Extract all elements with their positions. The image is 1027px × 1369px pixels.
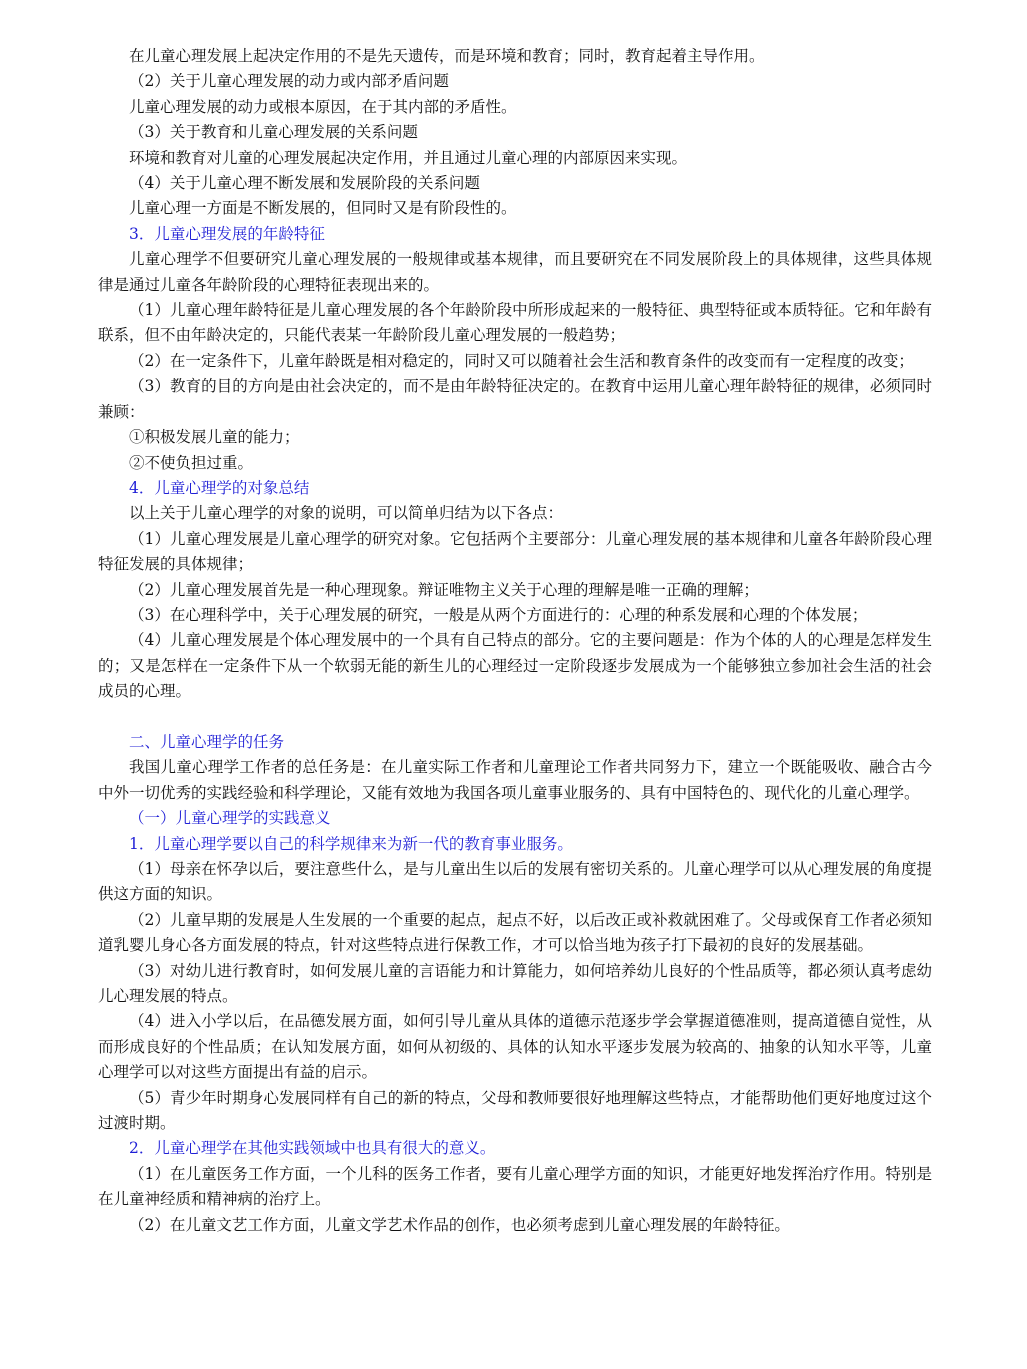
body-paragraph: （1）母亲在怀孕以后，要注意些什么，是与儿童出生以后的发展有密切关系的。儿童心理学可以从心理发展的角度提供这方面的知识。 xyxy=(98,859,932,904)
body-paragraph: （5）青少年时期身心发展同样有自己的新的特点，父母和教师要很好地理解这些特点，才能帮助他们更好地度过这个过渡时期。 xyxy=(98,1088,932,1133)
section-heading: 4．儿童心理学的对象总结 xyxy=(129,478,310,497)
document-page xyxy=(98,44,932,1238)
section-heading: 二、儿童心理学的任务 xyxy=(129,732,285,751)
body-paragraph: （1）儿童心理发展是儿童心理学的研究对象。它包括两个主要部分：儿童心理发展的基本规律和儿童各年龄阶段心理特征发展的具体规律； xyxy=(98,529,932,574)
body-paragraph: 我国儿童心理学工作者的总任务是：在儿童实际工作者和儿童理论工作者共同努力下，建立一个既能吸收、融合古今中外一切优秀的实践经验和科学理论，又能有效地为我国各项儿童事业服务的、具有中国特色的、现代化的儿童心理学。 xyxy=(98,758,932,802)
body-paragraph: 儿童心理一方面是不断发展的，但同时又是有阶段性的。 xyxy=(129,199,517,218)
body-paragraph: （4）进入小学以后，在品德发展方面，如何引导儿童从具体的道德示范逐步学会掌握道德准则，提高道德自觉性，从而形成良好的个性品质；在认知发展方面，如何从初级的、具体的认知水平逐步发展为较高的、抽象的认知水平等，儿童心理学可以对这些方面提出有益的启示。 xyxy=(98,1012,932,1082)
body-paragraph: （2）在儿童文艺工作方面，儿童文学艺术作品的创作，也必须考虑到儿童心理发展的年龄特征。 xyxy=(129,1215,790,1234)
body-paragraph: （1）儿童心理年龄特征是儿童心理发展的各个年龄阶段中所形成起来的一般特征、典型特征或本质特征。它和年龄有联系，但不由年龄决定的，只能代表某一年龄阶段儿童心理发展的一般趋势； xyxy=(98,301,932,345)
body-paragraph: （2）在一定条件下，儿童年龄既是相对稳定的，同时又可以随着社会生活和教育条件的改变而有一定程度的改变； xyxy=(129,351,914,370)
body-paragraph: 儿童心理学不但要研究儿童心理发展的一般规律或基本规律，而且要研究在不同发展阶段上的具体规律，这些具体规律是通过儿童各年龄阶段的心理特征表现出来的。 xyxy=(98,250,932,294)
body-paragraph: ②不使负担过重。 xyxy=(129,453,254,472)
body-paragraph: （2）儿童早期的发展是人生发展的一个重要的起点，起点不好，以后改正或补救就困难了。父母或保育工作者必须知道乳婴儿身心各方面发展的特点，针对这些特点进行保教工作，才可以恰当地为孩子打下最初的良好的发展基础。 xyxy=(98,910,932,955)
body-paragraph: 环境和教育对儿童的心理发展起决定作用，并且通过儿童心理的内部原因来实现。 xyxy=(129,148,688,167)
body-paragraph: （3）在心理科学中，关于心理发展的研究，一般是从两个方面进行的：心理的种系发展和心理的个体发展； xyxy=(129,605,868,624)
section-heading: 1．儿童心理学要以自己的科学规律来为新一代的教育事业服务。 xyxy=(129,834,573,853)
body-paragraph: 儿童心理发展的动力或根本原因，在于其内部的矛盾性。 xyxy=(129,97,517,116)
body-paragraph: ①积极发展儿童的能力； xyxy=(129,428,300,447)
body-paragraph: （2）关于儿童心理发展的动力或内部矛盾问题 xyxy=(129,72,449,91)
section-heading: 2．儿童心理学在其他实践领域中也具有很大的意义。 xyxy=(129,1139,496,1158)
body-paragraph: （4）关于儿童心理不断发展和发展阶段的关系问题 xyxy=(129,174,480,193)
body-paragraph: （4）儿童心理发展是个体心理发展中的一个具有自己特点的部分。它的主要问题是：作为个体的人的心理是怎样发生的；又是怎样在一定条件下从一个软弱无能的新生儿的心理经过一定阶段逐步发展成为一个能够独立参加社会生活的社会成员的心理。 xyxy=(98,631,932,701)
body-paragraph: （3）教育的目的方向是由社会决定的，而不是由年龄特征决定的。在教育中运用儿童心理年龄特征的规律，必须同时兼顾： xyxy=(98,377,932,421)
blank-line xyxy=(98,705,932,730)
body-paragraph: （1）在儿童医务工作方面，一个儿科的医务工作者，要有儿童心理学方面的知识，才能更好地发挥治疗作用。特别是在儿童神经质和精神病的治疗上。 xyxy=(98,1164,932,1209)
section-heading: （一）儿童心理学的实践意义 xyxy=(129,809,331,828)
body-paragraph: 在儿童心理发展上起决定作用的不是先天遗传，而是环境和教育；同时，教育起着主导作用。 xyxy=(129,47,765,65)
section-heading: 3．儿童心理发展的年龄特征 xyxy=(129,224,325,243)
body-paragraph: （2）儿童心理发展首先是一种心理现象。辩证唯物主义关于心理的理解是唯一正确的理解； xyxy=(129,580,759,599)
body-paragraph: （3）对幼儿进行教育时，如何发展儿童的言语能力和计算能力，如何培养幼儿良好的个性品质等，都必须认真考虑幼儿心理发展的特点。 xyxy=(98,961,932,1006)
body-paragraph: 以上关于儿童心理学的对象的说明，可以简单归结为以下各点： xyxy=(129,504,564,523)
body-paragraph: （3）关于教育和儿童心理发展的关系问题 xyxy=(129,123,418,142)
